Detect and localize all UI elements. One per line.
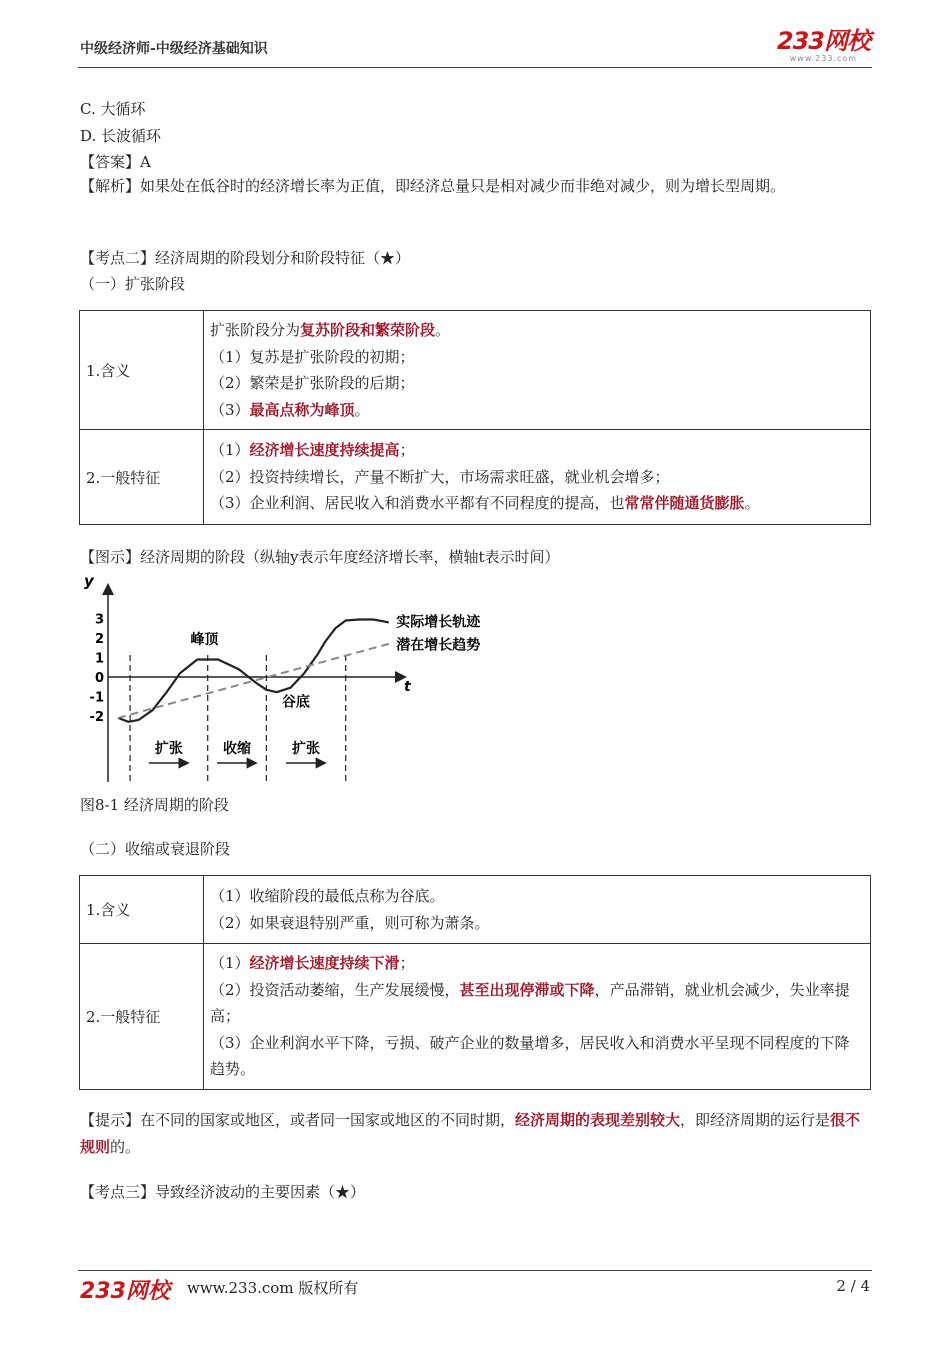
page-number: 2 / 4	[836, 1277, 870, 1295]
row-content	[204, 311, 871, 430]
expansion-table	[79, 310, 871, 525]
table-row	[80, 876, 871, 944]
answer: 【答案】A	[80, 153, 151, 171]
table-row	[80, 311, 871, 430]
y-tick-label: 0	[94, 671, 104, 686]
footer-divider	[78, 1270, 872, 1271]
content-line: （3）企业利润、居民收入和消费水平都有不同程度的提高，也常常伴随通货膨胀。	[210, 494, 760, 513]
footer-copyright: www.233.com 版权所有	[187, 1279, 359, 1297]
x-axis-label: t	[404, 679, 411, 695]
content-line: （3）最高点称为峰顶。	[210, 400, 370, 419]
row-label: 1.含义	[80, 876, 204, 944]
peak-label: 峰顶	[190, 631, 219, 648]
content-line: （1）经济增长速度持续下滑；	[210, 954, 415, 973]
logo-text: 233网校	[776, 27, 870, 55]
legend-potential-trend: 潜在增长趋势	[396, 637, 481, 654]
content-line: 扩张阶段分为复苏阶段和繁荣阶段。	[210, 321, 451, 339]
y-tick-label: 3	[94, 612, 104, 628]
row-content	[204, 944, 871, 1090]
content-line: （1）经济增长速度持续提高；	[210, 441, 415, 460]
option-d: D. 长波循环	[80, 127, 162, 145]
document-header-title: 中级经济师-中级经济基础知识	[80, 41, 268, 57]
y-tick-label: 2	[94, 632, 104, 647]
logo-url: www.233.com	[789, 54, 858, 63]
trough-label: 谷底	[281, 694, 310, 711]
row-label: 2.一般特征	[80, 430, 204, 525]
y-tick-label: -1	[89, 690, 104, 706]
section-heading-2: 【考点二】经济周期的阶段划分和阶段特征（★）	[80, 249, 411, 267]
chart-labels	[149, 613, 481, 763]
row-label: 2.一般特征	[80, 944, 204, 1090]
figure-caption: 图8-1 经济周期的阶段	[80, 796, 229, 814]
series-layer	[118, 620, 389, 722]
y-axis-label: y	[84, 572, 94, 590]
analysis: 【解析】如果处在低谷时的经济增长率为正值，即经济总量只是相对减少而非绝对减少，则为增长型周期。	[80, 177, 786, 195]
table-row	[80, 430, 871, 525]
brand-logo	[777, 28, 870, 63]
content-line: （1）收缩阶段的最低点称为谷底。	[210, 887, 445, 905]
y-tick-label: 1	[94, 651, 104, 667]
footer-logo: 233网校	[80, 1279, 170, 1304]
content-line: （2）如果衰退特别严重，则可称为萧条。	[210, 913, 490, 932]
row-content	[204, 876, 871, 944]
row-content	[204, 430, 871, 525]
phase-label: 收缩	[223, 741, 252, 757]
contraction-table	[79, 875, 871, 1090]
content-line: （2）投资持续增长，产量不断扩大，市场需求旺盛，就业机会增多；	[210, 467, 670, 486]
subheading-expansion: （一）扩张阶段	[80, 275, 186, 293]
tip: 【提示】在不同的国家或地区，或者同一国家或地区的不同时期，经济周期的表现差别较大，即经济周期的运行是很不规则的。	[80, 1111, 861, 1156]
section-heading-3: 【考点三】导致经济波动的主要因素（★）	[80, 1183, 366, 1201]
legend-actual-growth: 实际增长轨迹	[396, 614, 481, 631]
phase-label: 扩张	[292, 741, 321, 757]
y-tick-label: -2	[89, 710, 104, 725]
table-row	[80, 944, 871, 1090]
figure-intro: 【图示】经济周期的阶段（纵轴y表示年度经济增长率，横轴t表示时间）	[80, 548, 560, 566]
header-divider	[78, 67, 872, 68]
subheading-contraction: （二）收缩或衰退阶段	[80, 840, 231, 858]
phase-label: 扩张	[154, 741, 183, 757]
row-label: 1.含义	[80, 311, 204, 430]
y-tick-labels	[90, 613, 104, 726]
content-line: （2）投资活动萎缩，生产发展缓慢，甚至出现停滞或下降，产品滞销，就业机会减少，失业率提高；	[210, 980, 850, 1026]
business-cycle-chart	[78, 570, 508, 790]
content-line: （3）企业利润水平下降，亏损、破产企业的数量增多，居民收入和消费水平呈现不同程度的下降趋势。	[210, 1033, 850, 1079]
content-line: （1）复苏是扩张阶段的初期；	[210, 347, 415, 366]
content-line: （2）繁荣是扩张阶段的后期；	[210, 374, 415, 392]
option-c: C. 大循环	[80, 100, 146, 118]
